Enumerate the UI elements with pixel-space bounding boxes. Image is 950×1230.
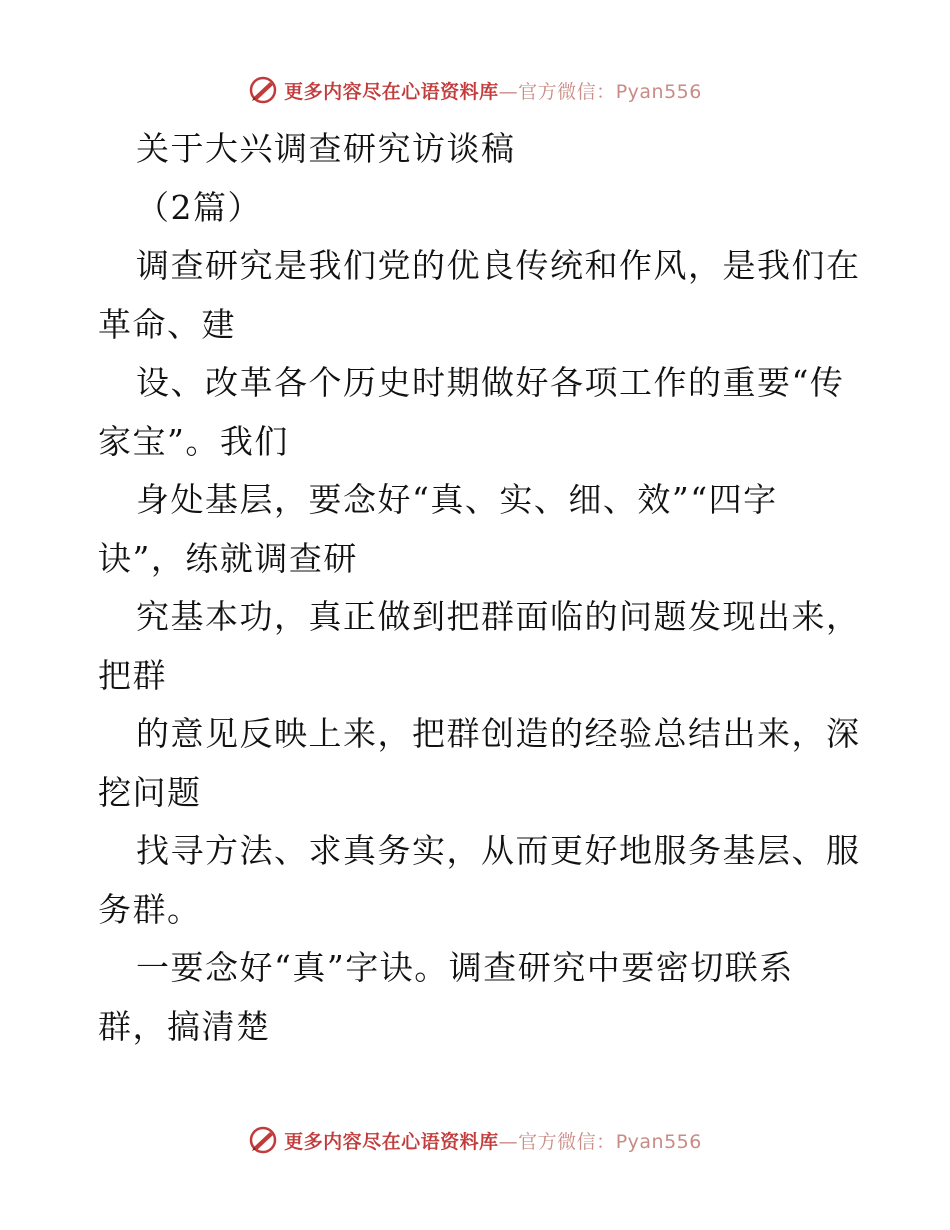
- text-line: 革命、建: [98, 304, 236, 344]
- text-line: 设、改革各个历史时期做好各项工作的重要“传: [136, 363, 845, 402]
- watermark-text: [284, 1127, 702, 1154]
- document-body: [98, 120, 861, 1056]
- watermark-label: 官方微信：: [518, 1130, 616, 1153]
- text-line: 的意见反映上来，把群创造的经验总结出来，深: [136, 714, 861, 753]
- pen-logo-icon: [248, 1125, 278, 1155]
- footer-watermark: [0, 1120, 950, 1160]
- watermark-id: Pyan556: [615, 1130, 702, 1153]
- text-line: 诀”，练就调查研: [98, 538, 358, 578]
- text-line: 究基本功，真正做到把群面临的问题发现出来，: [136, 597, 861, 636]
- watermark-id: Pyan556: [615, 80, 702, 103]
- watermark-text: [284, 77, 702, 104]
- text-line: 身处基层，要念好“真、实、细、效”“四字: [136, 480, 778, 519]
- text-line: 务群。: [98, 889, 202, 929]
- watermark-brand: 更多内容尽在心语资料库: [284, 1130, 499, 1153]
- document-title: 关于大兴调查研究访谈稿: [136, 129, 516, 168]
- text-line: 挖问题: [98, 772, 202, 812]
- text-line: 调查研究是我们党的优良传统和作风，是我们在: [136, 246, 861, 285]
- watermark-dash: —: [498, 80, 519, 103]
- text-line: 找寻方法、求真务实，从而更好地服务基层、服: [136, 831, 861, 870]
- text-line: 群，搞清楚: [98, 1006, 271, 1046]
- pen-logo-icon: [248, 75, 278, 105]
- text-line: 把群: [98, 655, 167, 695]
- watermark-label: 官方微信：: [518, 80, 616, 103]
- header-watermark: [0, 70, 950, 110]
- watermark-brand: 更多内容尽在心语资料库: [284, 80, 499, 103]
- watermark-dash: —: [498, 1130, 519, 1153]
- text-line: 家宝”。我们: [98, 421, 289, 461]
- document-subtitle: （2篇）: [136, 187, 262, 227]
- text-line: 一要念好“真”字诀。调查研究中要密切联系: [136, 948, 794, 987]
